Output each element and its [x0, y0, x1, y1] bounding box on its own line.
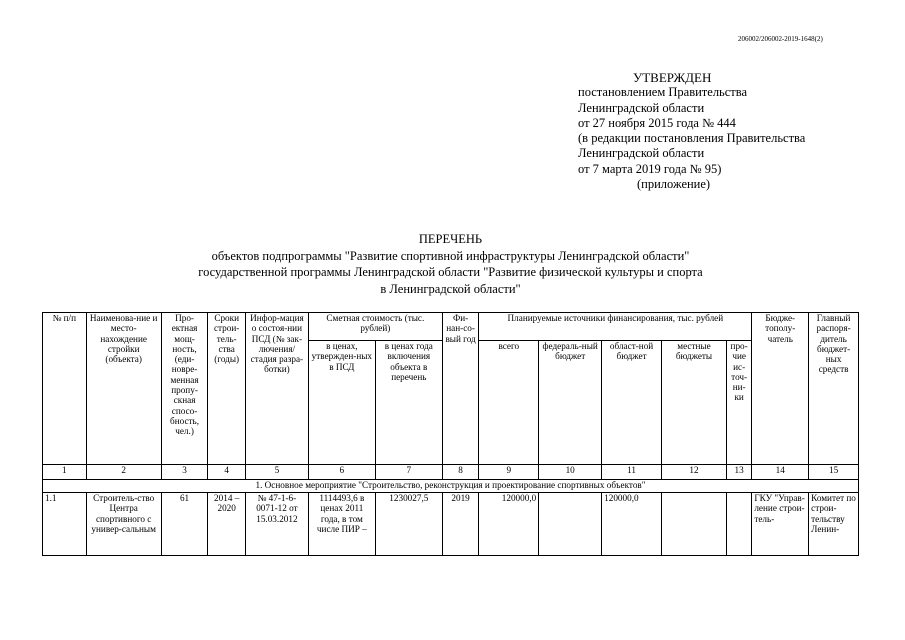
column-number: 2 — [86, 465, 161, 480]
approval-block — [578, 70, 805, 192]
approval-line: Ленинградской области — [578, 146, 705, 161]
row-cost-psd: 1114493,6 в ценах 2011 года, в том числе ПИР – — [308, 493, 375, 556]
header-federal: федераль-ный бюджет — [539, 341, 602, 465]
header-regional: област-ной бюджет — [602, 341, 662, 465]
title-line: государственной программы Ленинградской области "Развитие физической культуры и спорта — [198, 265, 703, 279]
column-number: 14 — [752, 465, 809, 480]
column-number: 6 — [308, 465, 375, 480]
approval-line: Ленинградской области — [578, 100, 705, 115]
column-number: 8 — [442, 465, 479, 480]
column-number: 1 — [43, 465, 87, 480]
header-other: про-чие ис-точ-ни-ки — [726, 341, 751, 465]
row-federal — [539, 493, 602, 556]
column-number: 7 — [375, 465, 442, 480]
title-heading: ПЕРЕЧЕНЬ — [418, 232, 483, 246]
header-recipient: Бюдже-тополу-чатель — [752, 313, 809, 465]
column-number: 11 — [602, 465, 662, 480]
header-funding-group: Планируемые источники финансирования, тыс. рублей — [479, 313, 752, 341]
column-number: 13 — [726, 465, 751, 480]
header-capacity: Про-ектная мощ-ность, (еди-новре-менная пропу-скная спосо-бность, чел.) — [161, 313, 208, 465]
row-capacity: 61 — [161, 493, 208, 556]
column-number: 3 — [161, 465, 208, 480]
row-other — [726, 493, 751, 556]
header-local: местные бюджеты — [662, 341, 727, 465]
section-title: 1. Основное мероприятие "Строительство, реконструкция и проектирование спортивных объектов" — [43, 480, 859, 493]
objects-table — [42, 312, 859, 556]
row-total: 120000,0 — [479, 493, 539, 556]
header-total: всего — [479, 341, 539, 465]
header-years: Сроки строи-тель-ства (годы) — [208, 313, 246, 465]
row-name: Строитель-ство Центра спортивного с универ-сальным — [86, 493, 161, 556]
title-line: в Ленинградской области" — [380, 281, 521, 296]
row-cost-year: 1230027,5 — [375, 493, 442, 556]
row-local — [662, 493, 727, 556]
column-number: 12 — [662, 465, 727, 480]
column-number: 10 — [539, 465, 602, 480]
row-manager: Комитет по строи-тельству Ленин- — [809, 493, 859, 556]
approval-appendix: (приложение) — [637, 177, 711, 192]
approval-heading: УТВЕРЖДЕН — [633, 70, 712, 85]
approval-line: от 27 ноября 2015 года № 444 — [578, 115, 736, 130]
row-years: 2014 – 2020 — [208, 493, 246, 556]
document-id: 206002/206002-2019-1648(2) — [738, 35, 823, 43]
header-fin-year: Фи-нан-со-вый год — [442, 313, 479, 465]
row-recipient: ГКУ "Управ-ление строи-тель- — [752, 493, 809, 556]
header-num: № п/п — [43, 313, 87, 465]
column-number: 5 — [245, 465, 308, 480]
header-cost-psd: в ценах, утвержден-ных в ПСД — [308, 341, 375, 465]
row-regional: 120000,0 — [602, 493, 662, 556]
row-fin-year: 2019 — [442, 493, 479, 556]
row-num: 1.1 — [43, 493, 87, 556]
approval-line: постановлением Правительства — [578, 85, 748, 100]
header-name: Наименова-ние и место-нахождение стройки (объекта) — [86, 313, 161, 465]
header-manager: Главный распоря-дитель бюджет-ных средств — [809, 313, 859, 465]
header-cost-group: Сметная стоимость (тыс. рублей) — [308, 313, 442, 341]
document-title — [0, 231, 905, 297]
column-number: 9 — [479, 465, 539, 480]
approval-line: (в редакции постановления Правительства — [578, 131, 806, 146]
row-psd: № 47-1-6-0071-12 от 15.03.2012 — [245, 493, 308, 556]
title-line: объектов подпрограммы "Развитие спортивной инфраструктуры Ленинградской области" — [211, 248, 690, 263]
column-number: 4 — [208, 465, 246, 480]
header-cost-year: в ценах года включения объекта в перечень — [375, 341, 442, 465]
header-psd: Инфор-мация о состоя-нии ПСД (№ зак-лючения/ стадия разра-ботки) — [245, 313, 308, 465]
column-number: 15 — [809, 465, 859, 480]
approval-line: от 7 марта 2019 года № 95) — [578, 161, 722, 176]
